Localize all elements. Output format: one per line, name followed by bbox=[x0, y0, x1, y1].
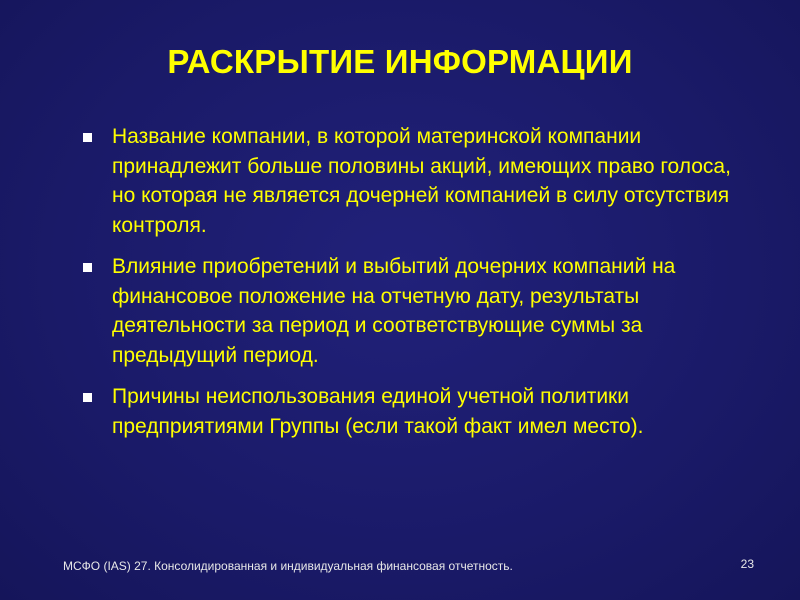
bullet-item bbox=[80, 122, 760, 240]
bullet-text: Влияние приобретений и выбытий дочерних компаний на финансовое положение на отчетную дату, результаты деятельности за период и соответствующие суммы за предыдущий период. bbox=[112, 255, 676, 367]
bullet-item bbox=[80, 252, 760, 370]
square-bullet-icon bbox=[83, 133, 92, 142]
page-number: 23 bbox=[740, 557, 754, 571]
slide-footer: МСФО (IAS) 27. Консолидированная и индивидуальная финансовая отчетность. bbox=[63, 559, 513, 573]
square-bullet-icon bbox=[83, 263, 92, 272]
square-bullet-icon bbox=[83, 393, 92, 402]
bullet-text: Название компании, в которой материнской компании принадлежит больше половины акций, имеющих право голоса, но которая не является дочерней компанией в силу отсутствия контроля. bbox=[112, 125, 731, 237]
slide-title: РАСКРЫТИЕ ИНФОРМАЦИИ bbox=[167, 43, 633, 80]
bullet-text: Причины неиспользования единой учетной политики предприятиями Группы (если такой факт имел место). bbox=[112, 385, 644, 438]
bullet-item bbox=[80, 382, 760, 441]
bullet-list bbox=[80, 122, 760, 453]
